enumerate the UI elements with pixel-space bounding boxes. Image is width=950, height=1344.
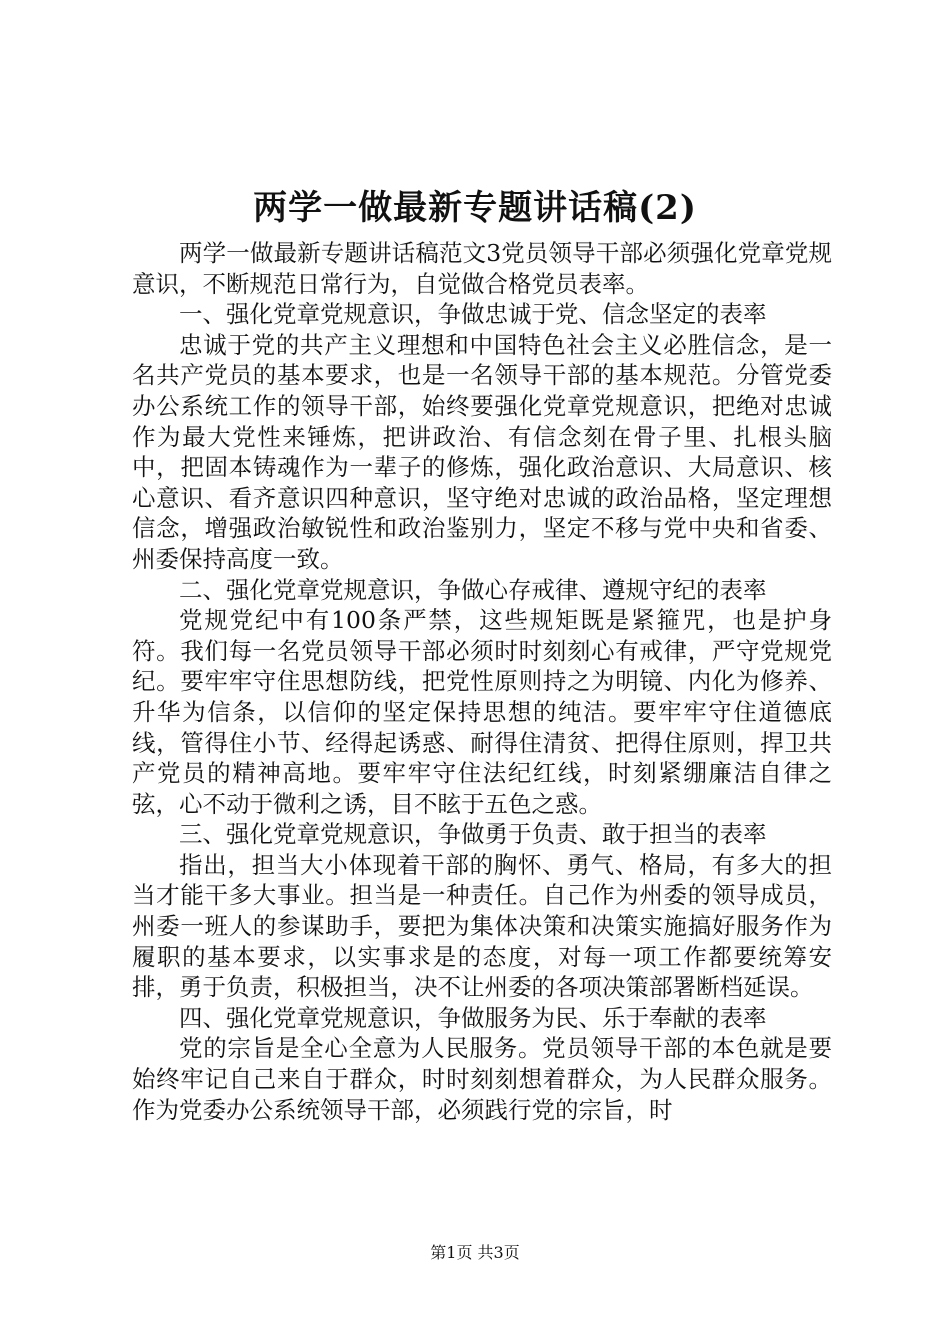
section-heading-2: 二、强化党章党规意识，争做心存戒律、遵规守纪的表率 [179,575,767,604]
page-number-footer: 第1页 共3页 [430,1243,520,1262]
section-heading-3: 三、强化党章党规意识，争做勇于负责、敢于担当的表率 [179,820,767,849]
section-paragraph-4: 党的宗旨是全心全意为人民服务。党员领导干部的本色就是要始终牢记自己来自于群众，时时刻刻想着群众，为人民群众服务。作为党委办公系统领导干部，必须践行党的宗旨，时 [132,1034,832,1124]
intro-paragraph: 两学一做最新专题讲话稿范文3党员领导干部必须强化党章党规意识，不断规范日常行为，自觉做合格党员表率。 [132,239,832,298]
section-paragraph-2: 党规党纪中有100条严禁，这些规矩既是紧箍咒，也是护身符。我们每一名党员领导干部必须时时刻刻心有戒律，严守党规党纪。要牢牢守住思想防线，把党性原则持之为明镜、内化为修养、升华为信条，以信仰的坚定保持思想的纯洁。要牢牢守住道德底线，管得住小节、经得起诱惑、耐得住清贫、把得住原则，捍卫共产党员的精神高地。要牢牢守住法纪红线，时刻紧绷廉洁自律之弦，心不动于微利之诱，目不眩于五色之惑。 [132,606,832,818]
document-body [132,238,832,1125]
section-heading-4: 四、强化党章党规意识，争做服务为民、乐于奉献的表率 [179,1003,767,1032]
section-paragraph-3: 指出，担当大小体现着干部的胸怀、勇气、格局，有多大的担当才能干多大事业。担当是一种责任。自己作为州委的领导成员，州委一班人的参谋助手，要把为集体决策和决策实施搞好服务作为履职的基本要求，以实事求是的态度，对每一项工作都要统筹安排，勇于负责，积极担当，决不让州委的各项决策部署断档延误。 [132,850,832,1002]
document-title: 两学一做最新专题讲话稿(2) [253,188,697,228]
section-heading-1: 一、强化党章党规意识，争做忠诚于党、信念坚定的表率 [179,300,767,329]
section-paragraph-1: 忠诚于党的共产主义理想和中国特色社会主义必胜信念，是一名共产党员的基本要求，也是一名领导干部的基本规范。分管党委办公系统工作的领导干部，始终要强化党章党规意识，把绝对忠诚作为最大党性来锤炼，把讲政治、有信念刻在骨子里、扎根头脑中，把固本铸魂作为一辈子的修炼，强化政治意识、大局意识、核心意识、看齐意识四种意识，坚守绝对忠诚的政治品格，坚定理想信念，增强政治敏锐性和政治鉴别力，坚定不移与党中央和省委、州委保持高度一致。 [132,330,832,573]
